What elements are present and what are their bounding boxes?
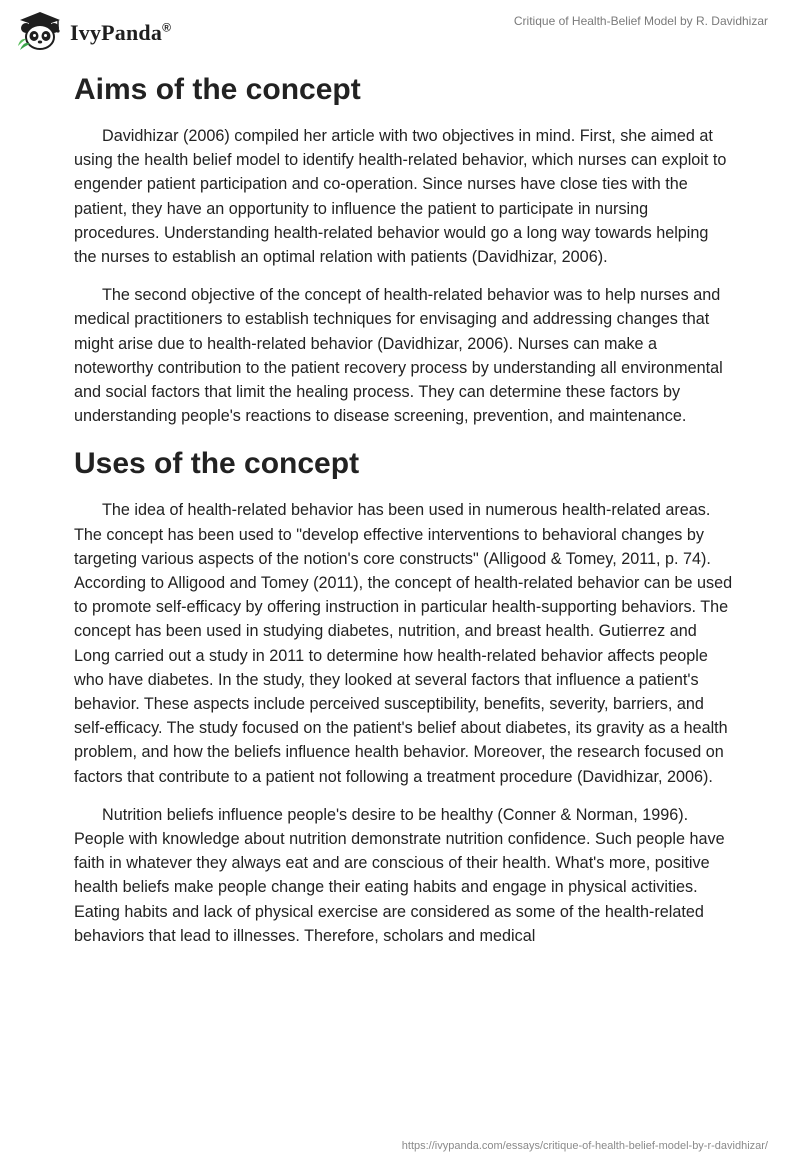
section-heading-uses: Uses of the concept xyxy=(74,447,360,481)
section-heading-aims: Aims of the concept xyxy=(74,73,361,106)
paragraph: Davidhizar (2006) compiled her article with two objectives in mind. First, she aimed at using the health belief model to identify health-related behavior, which nurses can exploit to engender patient participation and co-operation. Since nurses have close ties with the patient, they have an opportunity to influence the patient to participate in nursing procedures. Understanding health-related behavior would go a long way towards helping the nurses to establish an optimal relation with patients (Davidhizar, 2006). xyxy=(74,127,727,267)
panda-graduate-icon xyxy=(16,10,64,54)
paragraph: The idea of health-related behavior has been used in numerous health-related areas. The concept has been used to "develop effective interventions to behavioral changes by targeting various aspects of the notion's core constructs" (Alligood & Tomey, 2011, p. 74). According to Alligood and Tomey (2011), the concept of health-related behavior can be used to promote self-efficacy by offering instruction in particular health-supporting behaviors. The concept has been used in studying diabetes, nutrition, and breast health. Gutierrez and Long carried out a study in 2011 to determine how health-related behavior affects people who have diabetes. In the study, they looked at several factors that influence a patient's behavior. These aspects include perceived susceptibility, benefits, severity, barriers, and self-efficacy. The study focused on the patient's belief about diabetes, its gravity as a health problem, and how the beliefs influence health behavior. Moreover, the research focused on factors that contribute to a patient not following a treatment procedure (Davidhizar, 2006). xyxy=(74,501,733,786)
registered-mark: ® xyxy=(162,20,172,35)
paragraph: The second objective of the concept of health-related behavior was to help nurses and medical practitioners to establish techniques for envisaging and addressing changes that might arise due to health-related behavior (Davidhizar, 2006). Nurses can make a noteworthy contribution to the patient recovery process by understanding all environmental and social factors that limit the healing process. They can determine these factors by understanding people's reactions to disease screening, prevention, and maintenance. xyxy=(74,286,723,426)
page-header xyxy=(0,0,800,60)
paragraph: Nutrition beliefs influence people's desire to be healthy (Conner & Norman, 1996). People with knowledge about nutrition demonstrate nutrition confidence. Such people have faith in whatever they always eat and are conscious of their health. What's more, positive health beliefs make people change their eating habits and engage in physical activities. Eating habits and lack of physical exercise are considered as some of the health-related behaviors that lead to illnesses. Therefore, scholars and medical xyxy=(74,805,725,945)
ivypanda-logo[interactable] xyxy=(16,10,171,54)
brand-name: IvyPanda® xyxy=(70,20,172,45)
document-title: Critique of Health-Belief Model by R. Davidhizar xyxy=(513,14,768,28)
source-url[interactable]: https://ivypanda.com/essays/critique-of-health-belief-model-by-r-davidhizar/ xyxy=(401,1140,768,1152)
essay-content xyxy=(74,68,734,962)
